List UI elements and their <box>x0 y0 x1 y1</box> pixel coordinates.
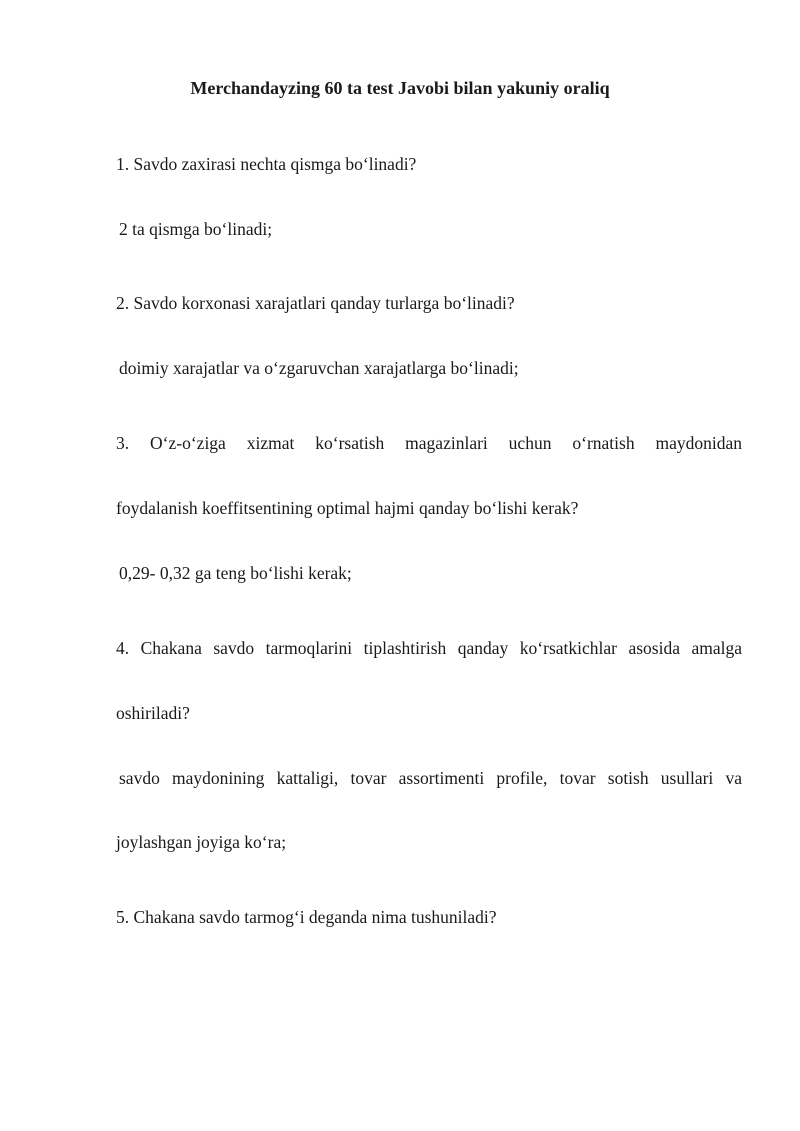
question-5: 5. Chakana savdo tarmog‘i deganda nima tushuniladi? <box>116 907 497 927</box>
question-4-line-1: 4. Chakana savdo tarmoqlarini tiplashtirish qanday ko‘rsatkichlar asosida amalga <box>116 638 742 658</box>
question-3-line-2: foydalanish koeffitsentining optimal hajmi qanday bo‘lishi kerak? <box>116 498 579 518</box>
question-3-line-1: 3. O‘z-o‘ziga xizmat ko‘rsatish magazinlari uchun o‘rnatish maydonidan <box>116 433 742 453</box>
answer-3: 0,29- 0,32 ga teng bo‘lishi kerak; <box>119 563 352 583</box>
page-title: Merchandayzing 60 ta test Javobi bilan yakuniy oraliq <box>190 78 610 98</box>
answer-4-line-2: joylashgan joyiga ko‘ra; <box>116 832 287 852</box>
answer-4-line-1: savdo maydonining kattaligi, tovar assortimenti profile, tovar sotish usullari va <box>119 768 742 788</box>
answer-1: 2 ta qismga bo‘linadi; <box>119 219 273 239</box>
question-1: 1. Savdo zaxirasi nechta qismga bo‘linadi? <box>116 154 417 174</box>
question-4-line-2: oshiriladi? <box>116 703 190 723</box>
question-2: 2. Savdo korxonasi xarajatlari qanday turlarga bo‘linadi? <box>116 293 515 313</box>
answer-2: doimiy xarajatlar va o‘zgaruvchan xarajatlarga bo‘linadi; <box>119 358 519 378</box>
